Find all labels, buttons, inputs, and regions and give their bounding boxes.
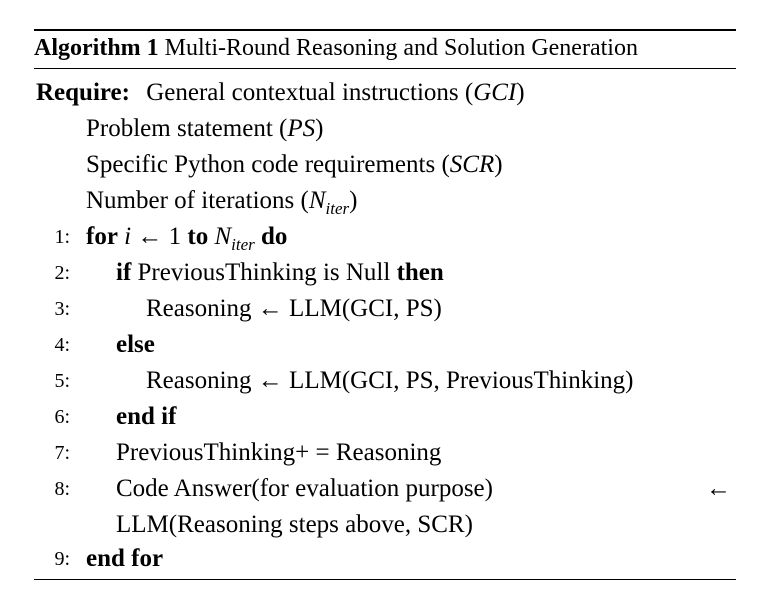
algo-line-9: end for [86,545,164,572]
math-var: PS [287,115,316,142]
require-text: Number of iterations ( [86,187,309,214]
math-var: N [214,223,232,250]
line-number: 5: [54,370,70,392]
require-line-3 [86,150,503,180]
algorithm-name: Multi-Round Reasoning and Solution Generation [164,35,638,61]
paren: ) [494,151,503,178]
line-number: 2: [54,262,70,284]
algorithm-label: Algorithm 1 [34,35,159,61]
math-var: N [308,187,326,214]
math-subscript: iter [231,235,255,254]
paren: ) [349,187,358,214]
require-text: Problem statement ( [86,115,288,142]
top-rule [34,29,736,31]
line-number: 4: [54,334,70,356]
keyword-if: if [116,259,132,286]
paren: ) [315,115,324,142]
math-var: i [124,223,132,250]
algo-line-5: Reasoning ← LLM(GCI, PS, PreviousThinking) [146,367,634,394]
line-number: 3: [54,298,70,320]
line-number: 1: [54,226,70,248]
assign-arrow: ← [706,475,731,502]
condition-text: PreviousThinking is Null [137,259,391,286]
algo-line-8-continuation: LLM(Reasoning steps above, SCR) [116,511,473,538]
algo-line-7: PreviousThinking+ = Reasoning [116,439,442,466]
math-subscript: iter [325,199,350,218]
keyword-for: for [86,223,118,250]
paren: ) [516,79,525,106]
require-text: Specific Python code requirements ( [86,151,450,178]
require-line-2 [86,114,323,144]
bottom-rule [34,579,736,580]
line-number: 8: [54,478,70,500]
line-number: 7: [54,442,70,464]
algo-line-3: Reasoning ← LLM(GCI, PS) [146,295,442,322]
algo-line-6: end if [116,403,177,430]
require-line-1 [36,78,525,108]
assign-arrow: ← [137,223,163,250]
algo-line-2 [116,258,444,288]
require-line-4 [86,186,357,224]
keyword-then: then [396,259,444,286]
line-number: 9: [54,548,70,570]
algo-line-8: Code Answer(for evaluation purpose) [116,475,493,502]
math-var: GCI [473,79,517,106]
math-var: SCR [449,151,495,178]
require-keyword: Require: [36,79,130,106]
algo-line-1 [86,222,287,260]
require-text: General contextual instructions ( [146,79,474,106]
algo-line-4: else [116,331,155,358]
keyword-to: to [187,223,209,250]
title-rule [34,68,736,69]
algorithm-title [34,33,638,63]
keyword-do: do [261,223,288,250]
line-number: 6: [54,406,70,428]
math-const: 1 [168,223,182,250]
